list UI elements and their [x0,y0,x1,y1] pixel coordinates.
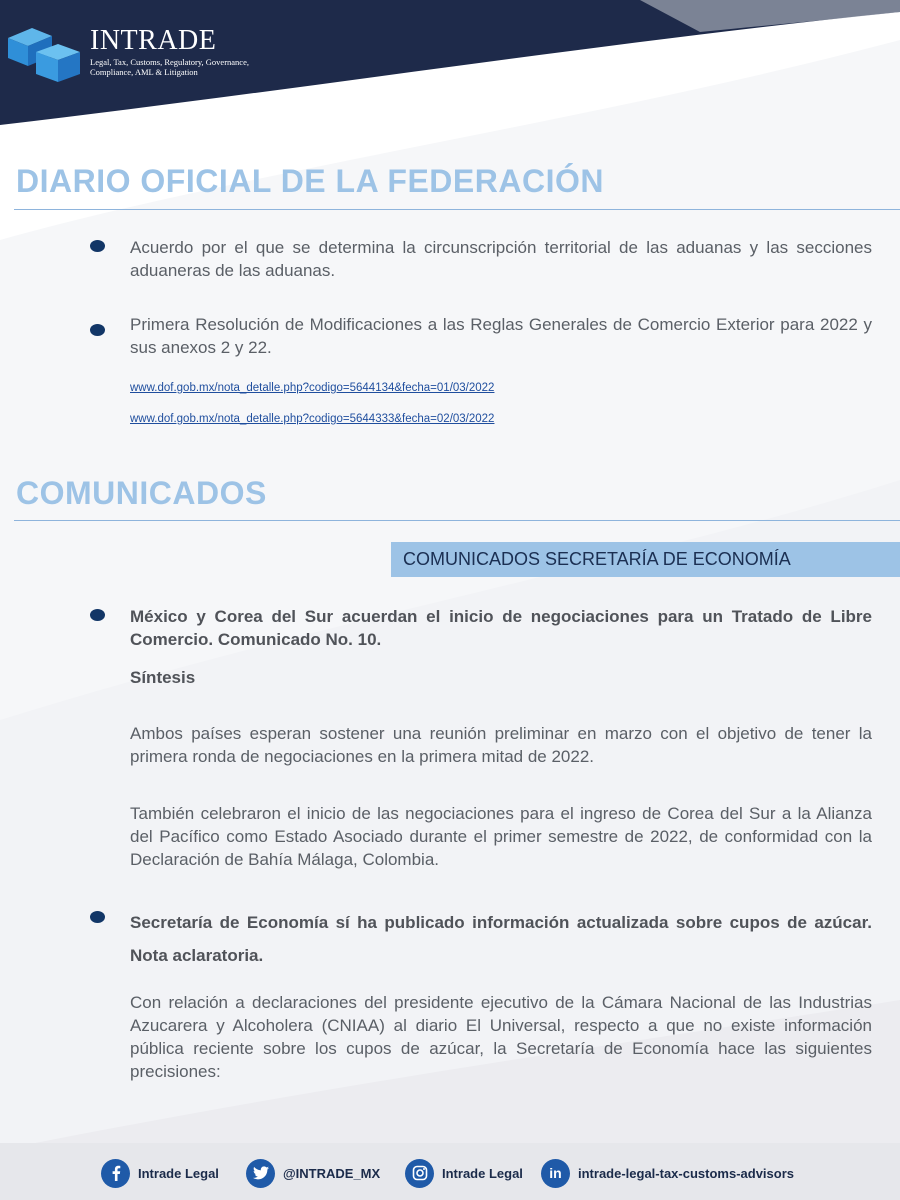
subsection-banner: COMUNICADOS SECRETARÍA DE ECONOMÍA [391,542,900,577]
dof-item-2: Primera Resolución de Modificaciones a las Reglas Generales de Comercio Exterior para 2022 y sus anexos 2 y 22. [130,315,872,357]
twitter-icon [246,1159,275,1188]
social-facebook[interactable] [101,1158,219,1188]
bullet-icon [90,240,105,252]
facebook-icon [101,1159,130,1188]
social-label: Intrade Legal [138,1165,219,1181]
item1-heading: México y Corea del Sur acuerdan el inicio de negociaciones para un Tratado de Libre Comercio. Comunicado No. 10. [130,607,872,649]
item1-paragraph-2: También celebraron el inicio de las negociaciones para el ingreso de Corea del Sur a la Alianza del Pacífico como Estado Asociado durante el primer semestre de 2022, de conformidad con la Declaración de Bahía Málaga, Colombia. [130,804,872,869]
synthesis-label: Síntesis [130,668,196,687]
instagram-icon [405,1159,434,1188]
dof-link-1[interactable]: www.dof.gob.mx/nota_detalle.php?codigo=5644134&fecha=01/03/2022 [130,382,495,394]
social-label: @INTRADE_MX [283,1165,381,1181]
social-twitter[interactable] [246,1158,380,1188]
bullet-icon [90,911,105,923]
section-title-dof: DIARIO OFICIAL DE LA FEDERACIÓN [16,163,604,199]
section-divider [14,209,900,210]
social-label: Intrade Legal [442,1165,523,1181]
item1-paragraph-1: Ambos países esperan sostener una reunión preliminar en marzo con el objetivo de tener la primera ronda de negociaciones en la primera mitad de 2022. [130,724,872,766]
linkedin-icon: in [541,1159,570,1188]
dof-item-1: Acuerdo por el que se determina la circunscripción territorial de las aduanas y las secciones aduaneras de las aduanas. [130,238,872,280]
item2-paragraph-1: Con relación a declaraciones del presidente ejecutivo de la Cámara Nacional de las Industrias Azucarera y Alcoholera (CNIAA) al diario El Universal, respecto a que no existe información pública reciente sobre los cupos de azúcar, la Secretaría de Economía hace las siguientes precisiones: [130,993,872,1081]
section-title-comunicados: COMUNICADOS [16,475,267,511]
logo-cubes-icon [6,22,82,84]
social-linkedin[interactable] [541,1158,794,1188]
bullet-icon [90,324,105,336]
section-divider [14,520,900,521]
brand-tagline: Legal, Tax, Customs, Regulatory, Governance, Compliance, AML & Litigation [90,57,249,77]
social-instagram[interactable] [405,1158,523,1188]
dof-link-2[interactable]: www.dof.gob.mx/nota_detalle.php?codigo=5644333&fecha=02/03/2022 [130,413,495,425]
social-label: intrade-legal-tax-customs-advisors [578,1165,795,1181]
item2-heading: Secretaría de Economía sí ha publicado información actualizada sobre cupos de azúcar. Nota aclaratoria. [130,913,872,965]
brand-logo [6,22,256,92]
brand-name: INTRADE [90,25,217,56]
bullet-icon [90,609,105,621]
